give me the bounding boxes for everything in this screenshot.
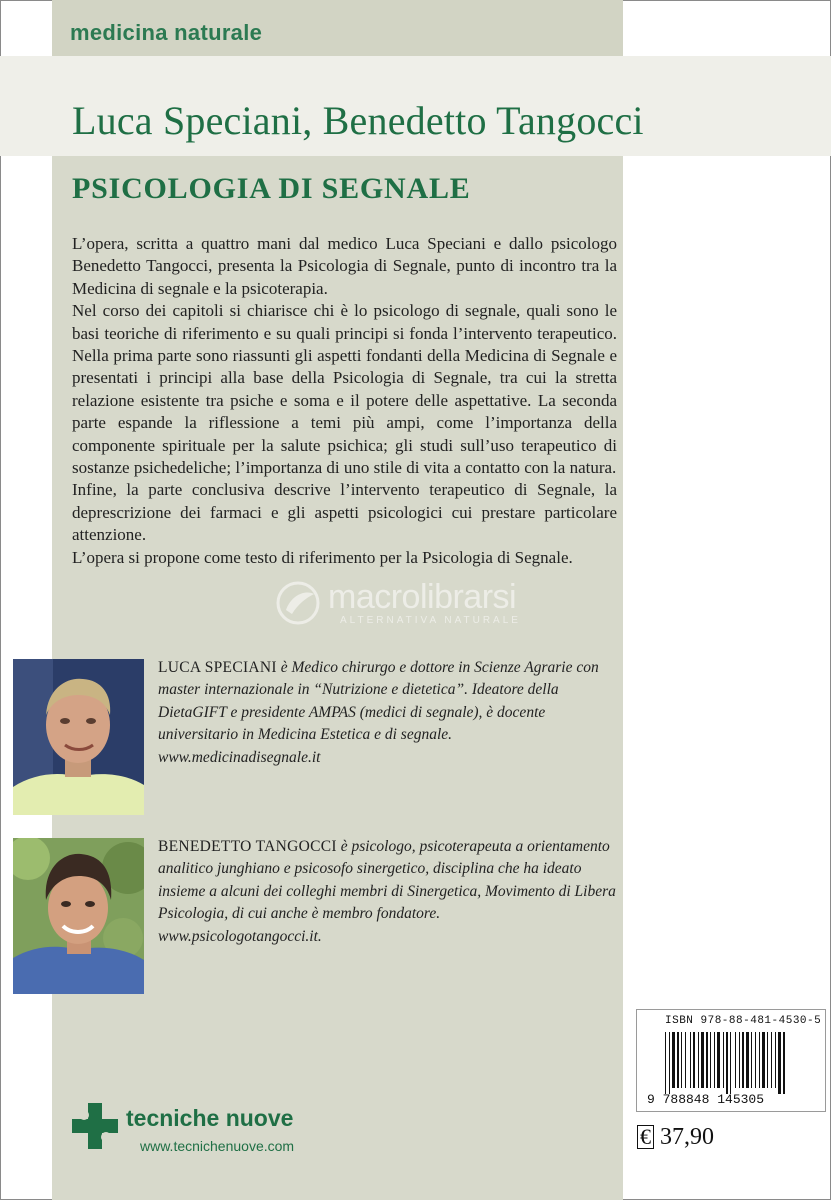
barcode-bar	[730, 1032, 731, 1094]
description-paragraph: L’opera, scritta a quattro mani dal medico Luca Speciani e dallo psicologo Benedetto Tangocci, presenta la Psicologia di Segnale, punto di incontro tra la Medicina di segnale e la psicoterapia.	[72, 234, 617, 298]
barcode-bar	[751, 1032, 752, 1088]
barcode-bar	[685, 1032, 686, 1088]
author-bio-speciani	[158, 657, 618, 769]
barcode-bar	[693, 1032, 695, 1088]
barcode-bar	[759, 1032, 760, 1088]
author-bio-tangocci	[158, 836, 618, 948]
barcode-bar	[665, 1032, 666, 1094]
barcode-bar	[710, 1032, 711, 1088]
barcode-bar	[717, 1032, 720, 1088]
barcode-number: 9 788848 145305	[647, 1092, 765, 1107]
publisher-block	[70, 1101, 295, 1156]
description-paragraph: Infine, la parte conclusiva descrive l’intervento terapeutico di Segnale, la deprescrizione dei farmaci e gli aspetti psicologici cui prestare particolare attenzione.	[72, 480, 617, 545]
barcode-bar	[723, 1032, 724, 1088]
price	[637, 1124, 714, 1151]
barcode-bar	[775, 1032, 776, 1088]
author-photo-speciani	[13, 659, 144, 815]
barcode-bar	[767, 1032, 768, 1088]
barcode-bar	[681, 1032, 682, 1088]
barcode-bar	[755, 1032, 756, 1088]
publisher-name: tecniche nuove	[126, 1105, 294, 1131]
barcode-bar	[742, 1032, 744, 1088]
author-website: www.psicologotangocci.it.	[158, 927, 322, 945]
barcode-bar	[762, 1032, 765, 1088]
publisher-cross-logo-icon	[70, 1101, 120, 1151]
barcode-bar	[739, 1032, 740, 1088]
series-label: medicina naturale	[70, 20, 263, 45]
barcode-bars	[665, 1032, 815, 1094]
barcode-bar	[698, 1032, 699, 1088]
author-photo-tangocci	[13, 838, 144, 994]
author-name: BENEDETTO TANGOCCI	[158, 838, 337, 855]
barcode-bar	[690, 1032, 691, 1088]
watermark-name: macrolibrarsi	[328, 578, 517, 616]
barcode-bar	[778, 1032, 781, 1094]
description-paragraph: Nel corso dei capitoli si chiarisce chi è lo psicologo di segnale, quali sono le basi teoriche di riferimento e su quali principi si fonda l’intervento terapeutico. Nella prima parte sono riassunti gli aspetti fondanti della Medicina di Segnale e presentati i principi alla base della Psicologia di Segnale, tra cui la stretta relazione esistente tra psiche e soma e il potere delle aspettative. La seconda parte espande la riflessione a temi più ampi, come l’importanza della componente spirituale per la salute psichica; gli studi sull’uso terapeutico di sostanze psichedeliche; l’importanza di uno stile di vita a contatto con la natura.	[72, 301, 617, 478]
barcode-bar	[677, 1032, 679, 1088]
price-amount: 37,90	[660, 1124, 714, 1150]
barcode-bar	[706, 1032, 708, 1088]
barcode-bar	[669, 1032, 670, 1094]
watermark-leaf-icon	[270, 580, 326, 626]
publisher-url: www.tecnichenuove.com	[140, 1138, 295, 1154]
book-title: PSICOLOGIA DI SEGNALE	[72, 172, 471, 205]
description-paragraph: L’opera si propone come testo di riferimento per la Psicologia di Segnale.	[72, 547, 573, 567]
watermark-tagline: ALTERNATIVA NATURALE	[340, 615, 521, 626]
author-bio-text: è Medico chirurgo e dottore in Scienze Agrarie con master internazionale in “Nutrizione e dietetica”. Ideatore della DietaGIFT e presidente AMPAS (medici di segnale), è docente universitario in Medicina Estetica e di segnale.	[158, 659, 599, 744]
author-name: LUCA SPECIANI	[158, 659, 277, 676]
isbn-text: ISBN 978-88-481-4530-5	[665, 1015, 822, 1027]
barcode-bar	[735, 1032, 736, 1088]
author-website: www.medicinadisegnale.it	[158, 748, 321, 766]
book-authors: Luca Speciani, Benedetto Tangocci	[72, 98, 644, 143]
barcode-bar	[746, 1032, 749, 1088]
barcode-label	[636, 1009, 826, 1112]
barcode-bar	[726, 1032, 728, 1094]
barcode-bar	[714, 1032, 715, 1088]
author-bio-text: è psicologo, psicoterapeuta a orientamento analitico junghiano e psicosofo sinergetico, disciplina che ha ideato insieme a alcuni dei colleghi membri di Sinergetica, Movimento di Libera Psicologia, di cui anche è membro fondatore.	[158, 838, 616, 923]
barcode-bar	[701, 1032, 704, 1088]
currency-symbol: €	[637, 1125, 654, 1149]
watermark	[270, 578, 570, 628]
barcode-bar	[672, 1032, 675, 1088]
barcode-bar	[771, 1032, 772, 1088]
book-description	[72, 233, 617, 569]
barcode-bar	[783, 1032, 785, 1094]
